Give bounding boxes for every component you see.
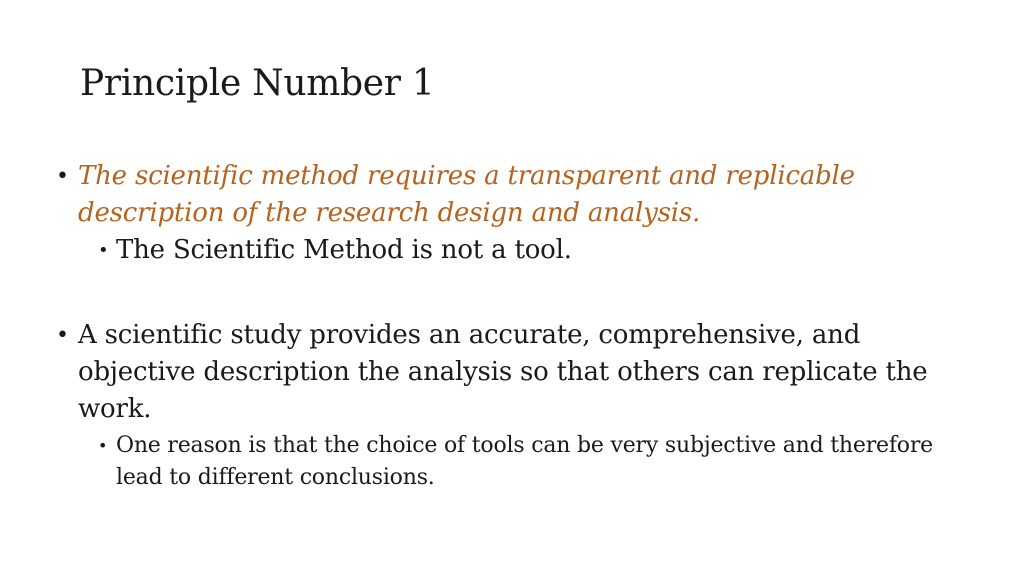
bullet-text: A scientific study provides an accurate, comprehensive, and objective description the analysis so that others can replicate the work. (78, 320, 928, 424)
sub-bullet-item-1 (56, 232, 956, 269)
bullet-item-2 (56, 317, 956, 428)
sub-bullet-marker: • (98, 240, 109, 261)
bullet-marker: • (56, 323, 69, 348)
bullet-marker: • (56, 164, 69, 189)
paragraph-spacer (56, 269, 956, 317)
bullet-item-1 (56, 158, 956, 232)
sub-bullet-marker: • (98, 436, 108, 455)
bullet-text: The scientific method requires a transparent and replicable description of the research design and analysis. (78, 161, 855, 228)
sub-bullet-text: The Scientific Method is not a tool. (116, 235, 572, 265)
slide-title: Principle Number 1 (80, 63, 435, 104)
sub-bullet-text: One reason is that the choice of tools can be very subjective and therefore lead to different conclusions. (116, 433, 933, 490)
slide-body (56, 158, 956, 494)
sub-bullet-item-2 (56, 430, 956, 494)
